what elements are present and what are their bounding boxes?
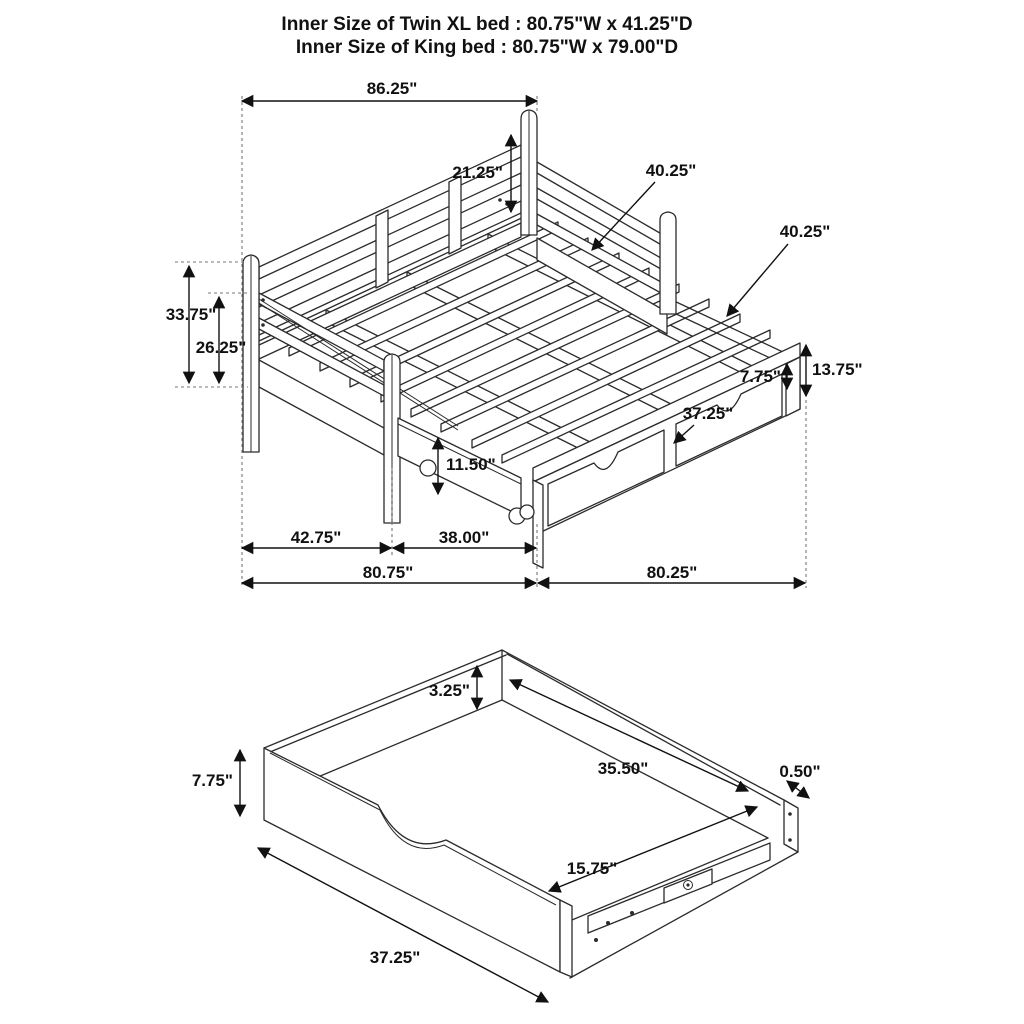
dim-trundle-width [538,563,805,583]
svg-text:42.75": 42.75" [290,528,342,547]
back-brace [449,176,461,254]
daybed-line-art [243,110,800,568]
dim-inner-length [510,680,748,791]
svg-text:7.75": 7.75" [739,367,781,386]
dim-overall-width [242,79,537,101]
svg-text:40.25": 40.25" [645,161,697,180]
svg-text:33.75": 33.75" [165,305,217,324]
svg-text:35.50": 35.50" [597,759,649,778]
front-corner-leg [533,480,543,568]
svg-text:21.25": 21.25" [452,163,503,182]
svg-text:7.75": 7.75" [191,771,233,790]
caster-wheel [420,460,436,476]
svg-text:40.25": 40.25" [779,222,831,241]
svg-text:13.75": 13.75" [812,360,863,379]
front-panel-end-face [560,900,572,977]
frame-end-cap [786,357,800,416]
back-brace [376,210,388,288]
drawer-line-art [264,650,798,978]
svg-text:26.25": 26.25" [195,338,247,357]
dim-king-half-depth [727,222,830,316]
floor-front-right-edge [548,838,768,930]
right-arm-post [660,212,676,314]
svg-text:11.50": 11.50" [446,455,496,474]
dim-frame-end-height [806,345,863,396]
drawer-front-panel [264,748,560,972]
svg-text:3.25": 3.25" [428,681,470,700]
dim-inner-width [242,563,536,583]
svg-text:37.25": 37.25" [369,948,421,967]
drawer-dimensions [192,666,821,1002]
dim-arm-section-length [242,528,391,548]
dim-rail-board-height [740,364,787,389]
svg-text:80.25": 80.25" [646,563,698,582]
svg-text:0.50": 0.50" [779,762,821,781]
svg-text:86.25": 86.25" [366,79,418,98]
dim-trundle-section-length [393,528,536,548]
svg-text:37.25": 37.25" [682,404,734,423]
dim-board-thickness [779,762,820,798]
dim-side-height-total [166,266,217,383]
title-line-twin: Inner Size of Twin XL bed : 80.75"W x 41.25"D [281,14,693,35]
dim-wall-height [429,666,477,709]
title-line-king: Inner Size of King bed : 80.75"W x 79.00"D [295,37,679,58]
svg-text:38.00": 38.00" [438,528,490,547]
left-wall-inner-edge [270,655,506,752]
right-wall-inner-edge [507,654,780,805]
figure-title [281,14,692,58]
guide-line [175,262,248,387]
svg-text:15.75": 15.75" [566,859,618,878]
dim-front-height [192,750,240,816]
right-wall-end-face [784,800,798,852]
svg-text:80.75": 80.75" [362,563,414,582]
caster-wheel [520,505,534,519]
